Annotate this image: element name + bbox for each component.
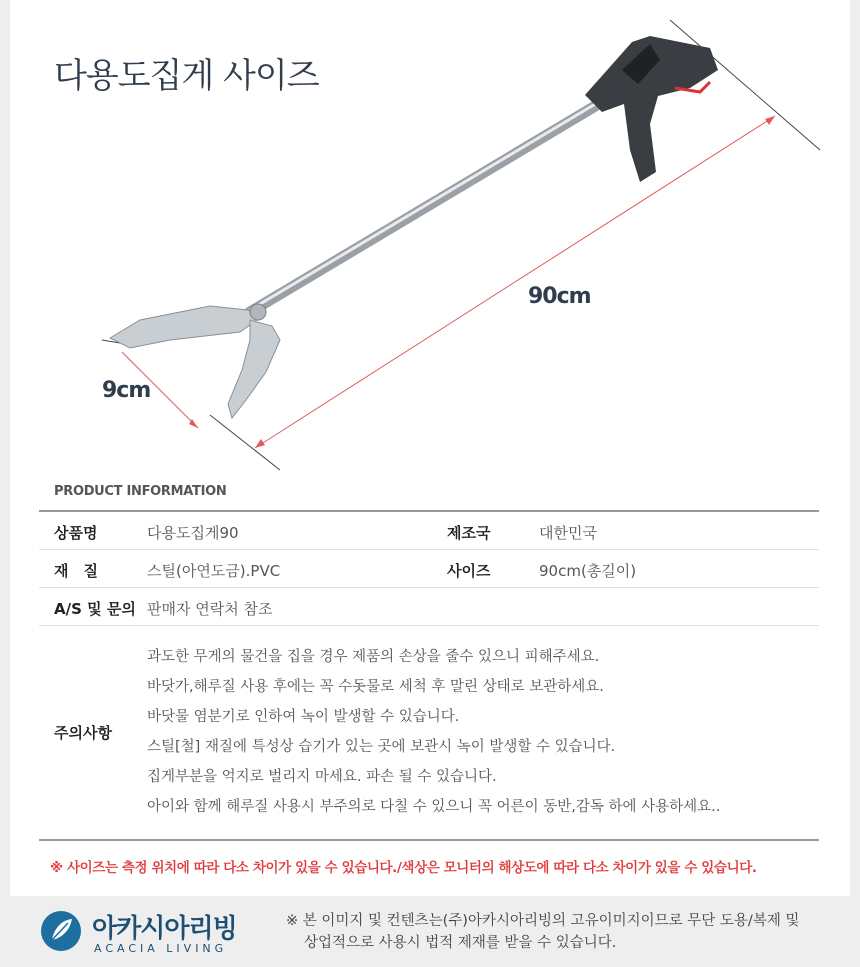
copyright-line: ※ 본 이미지 및 컨텐츠는(주)아카시아리빙의 고유이미지이므로 무단 도용/복제 및	[286, 913, 800, 929]
table-row	[39, 550, 819, 588]
caution-item: 집게부분을 억지로 벌리지 마세요. 파손 될 수 있습니다.	[147, 769, 497, 785]
page-title: 다용도집게 사이즈	[54, 56, 319, 96]
table-row	[39, 510, 819, 550]
copyright-line: 상업적으로 사용시 법적 제재를 받을 수 있습니다.	[304, 935, 617, 951]
size-color-disclaimer: ※ 사이즈는 측정 위치에 따라 다소 차이가 있을 수 있습니다./색상은 모니터의 해상도에 따라 다소 차이가 있을 수 있습니다.	[50, 860, 757, 876]
caution-item: 스틸[철] 재질에 특성상 습기가 있는 곳에 보관시 녹이 발생할 수 있습니다.	[147, 739, 616, 755]
length-dimension-line	[255, 116, 775, 448]
caution-list	[147, 646, 720, 826]
size-value: 90cm(총길이)	[539, 562, 637, 580]
caution-item: 바닷가,해루질 사용 후에는 꼭 수돗물로 세척 후 말린 상태로 보관하세요.	[147, 679, 604, 695]
product-name-label: 상품명	[54, 524, 98, 542]
material-value: 스틸(아연도금).PVC	[147, 562, 281, 580]
content-card	[10, 0, 850, 896]
origin-value: 대한민국	[539, 524, 597, 542]
jaw-pivot	[250, 304, 266, 320]
grabber-jaw-lower	[228, 320, 280, 418]
caution-item: 바닷물 염분기로 인하여 녹이 발생할 수 있습니다.	[147, 709, 460, 725]
caution-label: 주의사항	[54, 724, 112, 742]
inquiry-value: 판매자 연락처 참조	[147, 600, 273, 618]
size-label: 사이즈	[447, 562, 491, 580]
material-label: 재 질	[54, 562, 98, 580]
grabber-shaft	[250, 102, 602, 312]
caution-item: 아이와 함께 해루질 사용시 부주의로 다칠 수 있으니 꼭 어른이 동반,감독 하에 사용하세요..	[147, 799, 721, 815]
caution-item: 과도한 무게의 물건을 집을 경우 제품의 손상을 줄수 있으니 피해주세요.	[147, 649, 600, 665]
acacia-leaf-icon	[40, 910, 82, 952]
guide-line-bottom	[210, 415, 280, 470]
brand-name-english: ACACIA LIVING	[94, 942, 228, 955]
section-title: PRODUCT INFORMATION	[54, 484, 227, 499]
copyright-notice	[286, 910, 826, 954]
width-label: 9cm	[102, 378, 151, 403]
footer	[0, 896, 860, 967]
product-illustration	[10, 0, 850, 480]
product-name-value: 다용도집게90	[147, 524, 239, 542]
grabber-jaw-upper	[110, 306, 260, 348]
origin-label: 제조국	[447, 524, 491, 542]
caution-row	[39, 626, 819, 841]
brand-name: 아카시아리빙	[92, 914, 237, 944]
length-label: 90cm	[528, 284, 591, 309]
table-row	[39, 588, 819, 626]
inquiry-label: A/S 및 문의	[54, 600, 136, 618]
product-info-table	[39, 510, 819, 841]
